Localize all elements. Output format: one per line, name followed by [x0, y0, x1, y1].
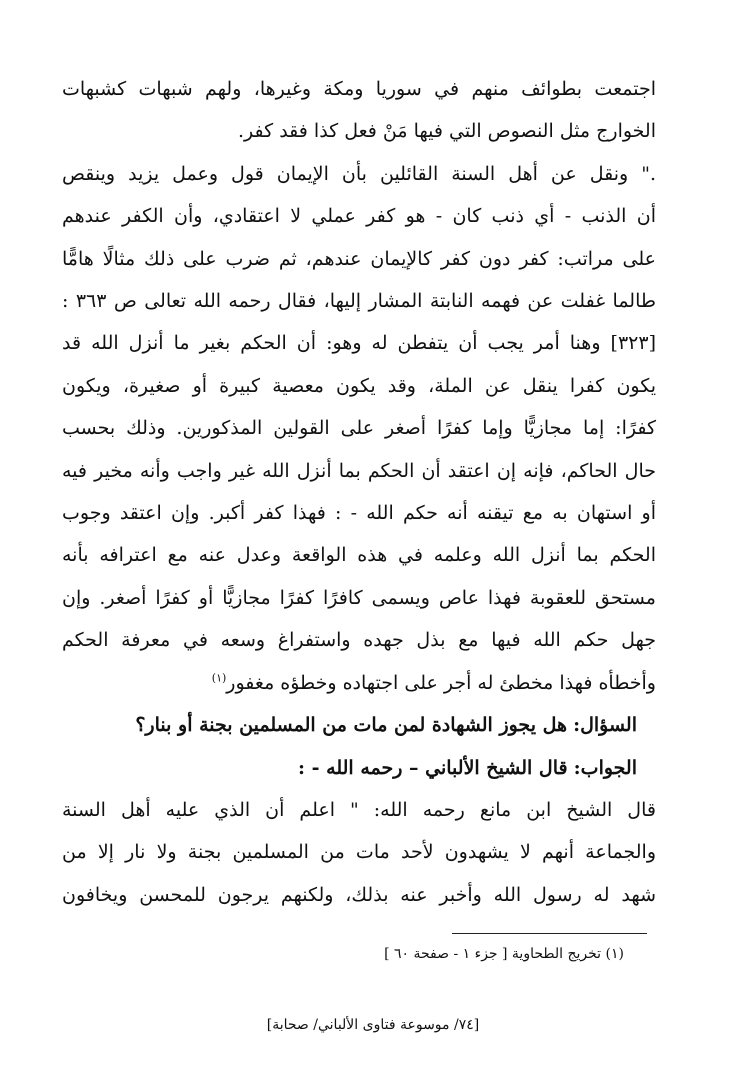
text-line: أو استهان به مع تيقنه أنه حكم الله - : فهذا كفر أكبر. وإن اعتقد وجوب [62, 502, 656, 525]
answer-label: الجواب: [573, 756, 637, 779]
body-text [62, 68, 656, 916]
page-footer: [٧٤/ موسوعة فتاوى الألباني/ صحابة] [266, 1017, 480, 1033]
footnote-marker: (١) [211, 671, 227, 685]
question-label: السؤال: [573, 714, 637, 737]
text-line: [٣٢٣] وهنا أمر يجب أن يتفطن له وهو: أن الحكم بغير ما أنزل الله قد [62, 332, 656, 355]
text-line: حال الحاكم، فإنه إن اعتقد أن الحكم بما أنزل الله غير واجب وأنه مخير فيه [62, 459, 656, 482]
text-line: على مراتب: كفر دون كفر كالإيمان عندهم، ثم ضرب على ذلك مثالًا هامًّا [62, 247, 656, 270]
text-line: كفرًا: إما مجازيًّا وإما كفرًا أصغر على القولين المذكورين. وذلك بحسب [62, 417, 656, 440]
text-line: أن الذنب - أي ذنب كان - هو كفر عملي لا اعتقادي، وأن الكفر عندهم [62, 205, 656, 228]
text-line: الحكم بما أنزل الله وعلمه في هذه الواقعة وعدل عنه مع اعترافه بأنه [62, 544, 656, 567]
footnote-divider [452, 933, 647, 934]
text-line: شهد له رسول الله وأخبر عنه بذلك، ولكنهم يرجون للمحسن ويخافون [62, 883, 656, 906]
answer-text: قال الشيخ الألباني – رحمه الله - : [298, 756, 568, 779]
text-line: والجماعة أنهم لا يشهدون لأحد مات من المسلمين بجنة ولا نار إلا من [62, 841, 656, 864]
question-text: هل يجوز الشهادة لمن مات من المسلمين بجنة أو بنار؟ [135, 714, 568, 737]
text-line: قال الشيخ ابن مانع رحمه الله: " اعلم أن الذي عليه أهل السنة [62, 798, 656, 821]
question-line [62, 704, 656, 746]
text-line: طالما غفلت عن فهمه النابتة المشار إليها، فقال رحمه الله تعالى ص ٣٦٣ : [62, 290, 656, 313]
footnote: (١) تخريج الطحاوية [ جزء ١ - صفحة ٦٠ ] [384, 946, 624, 962]
text-line: وأخطأه فهذا مخطئ له أجر على اجتهاده وخطؤه مغفور [226, 671, 656, 694]
text-line: اجتمعت بطوائف منهم في سوريا ومكة وغيرها، ولهم شبهات كشبهات [62, 78, 656, 100]
text-line: جهل حكم الله فيها مع بذل جهده واستفراغ وسعه في معرفة الحكم [62, 629, 656, 652]
answer-line [62, 747, 656, 789]
text-line: مستحق للعقوبة فهذا عاص ويسمى كافرًا كفرًا مجازيًّا أو كفرًا أصغر. وإن [62, 586, 656, 609]
text-line: يكون كفرا ينقل عن الملة، وقد يكون معصية كبيرة أو صغيرة، ويكون [62, 374, 656, 397]
text-line: ." ونقل عن أهل السنة القائلين بأن الإيمان قول وعمل يزيد وينقص [62, 162, 656, 185]
text-line-with-footnote [62, 662, 656, 704]
text-line: الخوارج مثل النصوص التي فيها مَنْ فعل كذا فقد كفر. [237, 120, 656, 143]
